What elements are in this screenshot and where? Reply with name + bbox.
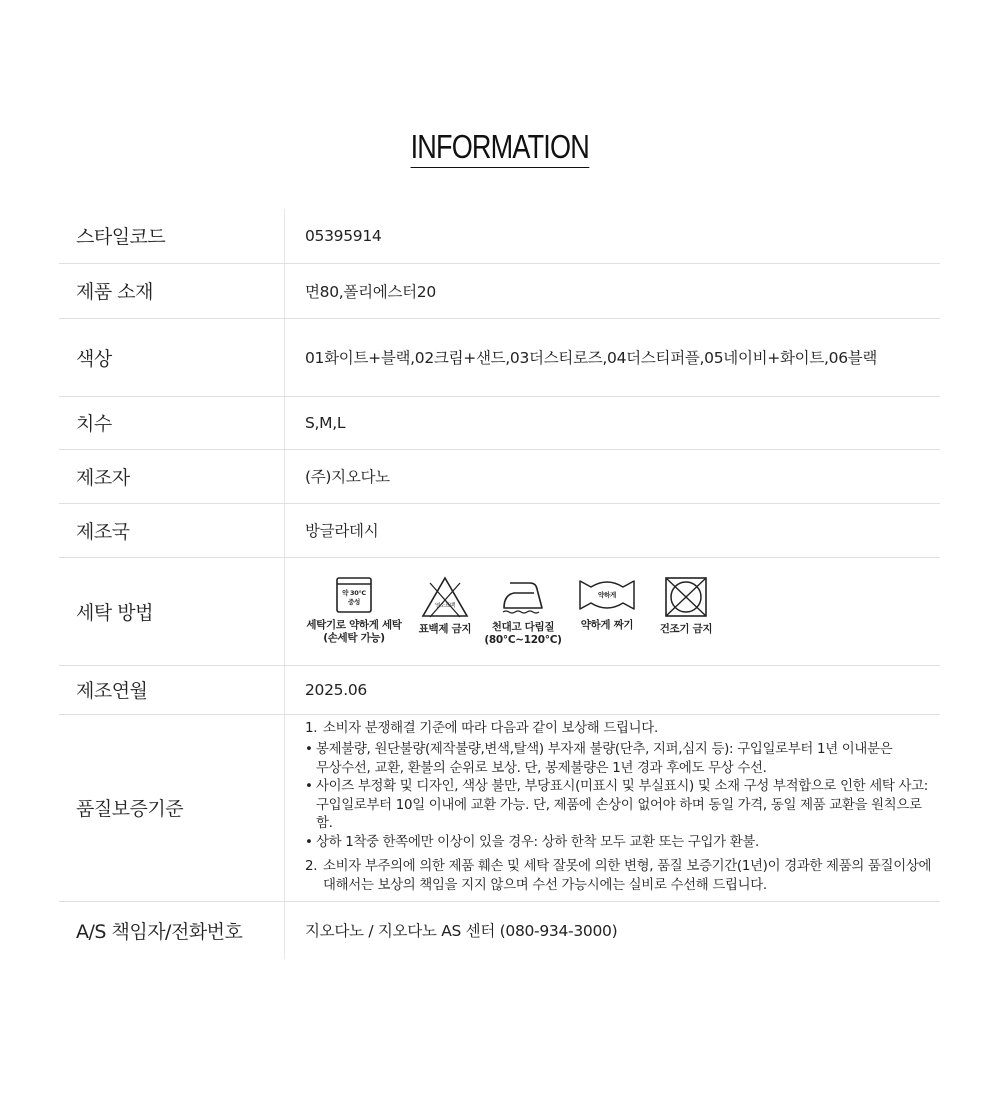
quality-item-2 <box>305 858 940 895</box>
table-row-color <box>59 318 940 396</box>
bullet-line: 구입일로부터 10일 이내에 교환 가능. 단, 제품에 손상이 없어야 하며 동일 가격, 동일 제품 교환을 원칙으로 함. <box>316 797 922 832</box>
bullet-line: 상하 1착중 한쪽에만 이상이 있을 경우: 상하 한착 모두 교환 또는 구입가 환불. <box>316 834 759 850</box>
row-label: 제품 소재 <box>59 263 285 318</box>
no-bleach-icon <box>420 575 470 619</box>
table-row-size <box>59 396 940 449</box>
wash-item <box>484 575 562 647</box>
row-label: 제조연월 <box>59 665 285 714</box>
item-text: 소비자 분쟁해결 기준에 따라 다음과 같이 보상해 드립니다. <box>323 720 658 736</box>
bullet-line: 사이즈 부정확 및 디자인, 색상 불만, 부당표시(미표시 및 부실표시) 및 소재 구성 부적합으로 인한 세탁 사고: <box>316 779 929 795</box>
wash-caption: 표백제 금지 <box>418 623 472 635</box>
table-row-quality <box>59 714 940 901</box>
quality-item-1 <box>305 720 940 739</box>
row-label: 품질보증기준 <box>59 714 285 901</box>
row-value: 2025.06 <box>285 665 941 714</box>
row-value: 방글라데시 <box>285 503 941 557</box>
row-value: 01화이트+블랙,02크림+샌드,03더스티로즈,04더스티퍼플,05네이비+화이트,06블랙 <box>285 318 941 396</box>
table-row-maker <box>59 449 940 503</box>
row-label: 색상 <box>59 318 285 396</box>
quality-bullet <box>305 778 940 834</box>
row-value-washing <box>285 557 941 665</box>
table-row-country <box>59 503 940 557</box>
wash-temp-text: 약 30°C <box>342 589 366 597</box>
bleach-text: 염소표백 <box>434 603 456 609</box>
table-row-as <box>59 901 940 959</box>
page-title: INFORMATION <box>411 128 589 168</box>
wash-caption: 천대고 다림질 (80°C~120°C) <box>484 621 562 646</box>
bullet-dot: • <box>305 742 313 758</box>
bullet-line: 무상수선, 교환, 환불의 순위로 보상. 단, 봉제불량은 1년 경과 후에도 무상 수선. <box>316 760 767 776</box>
wash-neutral-text: 중성 <box>348 598 360 606</box>
table-row-date <box>59 665 940 714</box>
wring-text: 약하게 <box>598 591 616 599</box>
quality-bullet <box>305 834 940 853</box>
bullet-line: 봉제불량, 원단불량(제작불량,변색,탈색) 부자재 불량(단추, 지퍼,심지 등): 구입일로부터 1년 이내분은 <box>316 742 893 758</box>
item-number: 1. <box>305 720 318 736</box>
table-row-material <box>59 263 940 318</box>
row-label: 세탁 방법 <box>59 557 285 665</box>
bullet-dot: • <box>305 779 313 795</box>
row-label: 제조국 <box>59 503 285 557</box>
wash-item <box>415 575 475 636</box>
page-title-wrap <box>0 128 1000 168</box>
row-value-quality <box>285 714 941 901</box>
quality-guarantee-text <box>305 720 940 896</box>
wash-caption: 약하게 짜기 <box>580 619 634 631</box>
row-label: 제조자 <box>59 449 285 503</box>
row-label: 스타일코드 <box>59 209 285 263</box>
wash-caption: 건조기 금지 <box>659 623 713 635</box>
washing-icons <box>305 575 940 647</box>
wash-item <box>655 575 717 636</box>
item-number: 2. <box>305 859 318 875</box>
wash-caption: 세탁기로 약하게 세탁 (손세탁 가능) <box>306 619 402 644</box>
row-value: (주)지오다노 <box>285 449 941 503</box>
product-info-table <box>59 209 940 959</box>
table-row-washing <box>59 557 940 665</box>
item-line: 소비자 부주의에 의한 제품 훼손 및 세탁 잘못에 의한 변형, 품질 보증기간(1년)이 경과한 제품의 품질이상에 <box>323 859 932 875</box>
iron-icon <box>500 575 546 617</box>
row-label: 치수 <box>59 396 285 449</box>
gentle-wring-icon <box>577 575 637 615</box>
row-value: 05395914 <box>285 209 941 263</box>
row-label: A/S 책임자/전화번호 <box>59 901 285 959</box>
row-value: S,M,L <box>285 396 941 449</box>
no-tumble-dry-icon <box>662 575 710 619</box>
table-row-style-code <box>59 209 940 263</box>
quality-bullet <box>305 741 940 778</box>
item-line: 대해서는 보상의 책임을 지지 않으며 수선 가능시에는 실비로 수선해 드립니다. <box>323 877 767 893</box>
machine-wash-icon <box>334 575 374 615</box>
wash-item <box>305 575 403 645</box>
wash-item <box>571 575 643 632</box>
row-value: 면80,폴리에스터20 <box>285 263 941 318</box>
bullet-dot: • <box>305 834 313 850</box>
row-value: 지오다노 / 지오다노 AS 센터 (080-934-3000) <box>305 922 618 941</box>
